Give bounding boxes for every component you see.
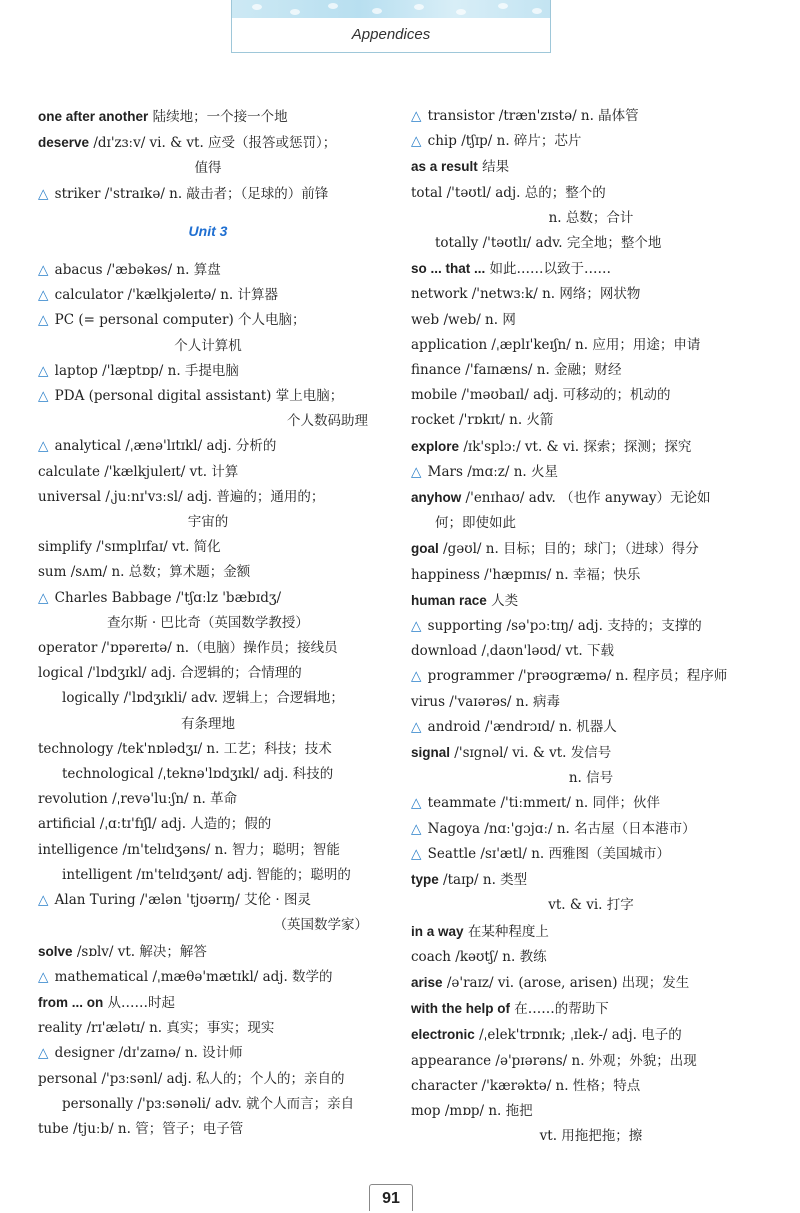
entry-text: technology /tek'nɒlədʒɪ/ n. 工艺；科技；技术 <box>38 740 332 757</box>
entry-text: mobile /'məʊbaɪl/ adj. 可移动的；机动的 <box>411 387 671 404</box>
vocab-entry <box>38 359 378 384</box>
entry-text: totally /'təʊtlɪ/ adv. 完全地；整个地 <box>435 235 662 252</box>
entry-text: appearance /ə'pɪərəns/ n. 外观；外貌；出现 <box>411 1052 697 1069</box>
entry-text: abacus /'æbəkəs/ n. 算盘 <box>50 262 221 279</box>
vocab-entry <box>411 511 771 536</box>
vocab-entry <box>411 639 771 664</box>
entry-text: calculator /'kælkjəleɪtə/ n. 计算器 <box>50 287 278 304</box>
triangle-marker-icon: △ <box>38 438 49 455</box>
entry-text: 宇宙的 <box>187 514 229 531</box>
entry-text: simplify /'sɪmplɪfaɪ/ vt. 简化 <box>38 539 221 556</box>
entry-text: 从……时起 <box>103 994 176 1011</box>
vocab-entry <box>411 867 771 893</box>
vocab-entry <box>38 182 378 207</box>
entry-text: /'sɪgnəl/ vi. & vt. 发信号 <box>450 745 612 762</box>
vocab-entry <box>38 586 378 611</box>
entry-text: mop /mɒp/ n. 拖把 <box>411 1102 533 1119</box>
entry-text: 在……的帮助下 <box>510 1001 609 1018</box>
triangle-marker-icon: △ <box>38 312 49 329</box>
headword: type <box>411 872 439 888</box>
entry-text: transistor /træn'zɪstə/ n. 晶体管 <box>423 108 639 124</box>
vocab-entry <box>38 1117 378 1142</box>
entry-text: laptop /'læptɒp/ n. 手提电脑 <box>50 362 239 379</box>
vocab-entry <box>38 1016 378 1041</box>
vocab-entry <box>38 1092 378 1117</box>
entry-text: android /'ændrɔɪd/ n. 机器人 <box>423 718 617 735</box>
entry-text: supporting /sə'pɔːtɪŋ/ adj. 支持的；支撑的 <box>423 618 702 635</box>
vocab-entry <box>411 1022 771 1048</box>
vocab-entry <box>411 664 771 689</box>
vocab-entry <box>411 104 771 129</box>
entry-text: Charles Babbage /'tʃɑːlz 'bæbɪdʒ/ <box>50 589 282 606</box>
vocab-entry <box>38 308 378 333</box>
vocab-entry <box>38 787 378 812</box>
vocab-entry <box>411 383 771 408</box>
entry-text: teammate /'tiːmmeɪt/ n. 同伴；伙伴 <box>423 795 661 812</box>
vocab-entry <box>38 156 378 181</box>
vocab-entry <box>38 1067 378 1092</box>
entry-text: tube /tjuːb/ n. 管；管子；电子管 <box>38 1120 244 1137</box>
entry-text: 陆续地；一个接一个地 <box>148 109 288 125</box>
triangle-marker-icon: △ <box>38 388 49 405</box>
entry-text: programmer /'prəʊgræmə/ n. 程序员；程序师 <box>423 668 728 685</box>
entry-text: happiness /'hæpɪnɪs/ n. 幸福；快乐 <box>411 566 641 583</box>
triangle-marker-icon: △ <box>38 362 49 379</box>
vocab-entry <box>411 333 771 358</box>
entry-text: virus /'vaɪərəs/ n. 病毒 <box>411 693 561 710</box>
headword: human race <box>411 592 487 608</box>
triangle-marker-icon: △ <box>411 820 422 837</box>
entry-text: /ə'raɪz/ vi. (arose, arisen) 出现；发生 <box>442 974 690 991</box>
entry-text: application /ˌæplɪ'keɪʃn/ n. 应用；用途；申请 <box>411 336 701 353</box>
vocab-entry <box>38 636 378 661</box>
entry-text: /dɪ'zɜːv/ vi. & vt. 应受（报答或惩罚）； <box>89 135 337 152</box>
vocab-entry <box>38 913 378 938</box>
entry-text: /sɒlv/ vt. 解决；解答 <box>72 943 207 960</box>
entry-text: 结果 <box>477 159 510 176</box>
vocab-entry <box>38 334 378 359</box>
appendices-header <box>231 0 551 53</box>
entry-text: intelligence /ɪn'telɪdʒəns/ n. 智力；聪明；智能 <box>38 841 340 858</box>
vocab-entry <box>38 130 378 156</box>
vocab-entry <box>38 712 378 737</box>
vocab-entry <box>411 817 771 842</box>
vocab-entry <box>411 791 771 816</box>
entry-text: finance /'faɪnæns/ n. 金融；财经 <box>411 362 622 379</box>
vocab-entry <box>38 990 378 1016</box>
headword: signal <box>411 745 451 761</box>
entry-text: vt. 用拖把拖；擦 <box>539 1128 643 1145</box>
headword: with the help of <box>411 1001 510 1017</box>
headword: from ... on <box>38 994 104 1010</box>
headword: solve <box>38 943 73 959</box>
entry-text: personal /'pɜːsənl/ adj. 私人的；个人的；亲自的 <box>38 1070 345 1087</box>
headword: goal <box>411 541 439 557</box>
triangle-marker-icon: △ <box>38 968 49 985</box>
entry-text: PC (= personal computer) 个人电脑； <box>50 312 306 329</box>
headword: arise <box>411 974 443 990</box>
vocab-entry <box>411 996 771 1022</box>
vocab-entry <box>411 1074 771 1099</box>
entry-text: 值得 <box>194 160 222 177</box>
vocab-entry <box>411 1124 771 1149</box>
entry-text: universal /ˌjuːnɪ'vɜːsl/ adj. 普遍的；通用的； <box>38 488 325 505</box>
vocab-entry <box>38 283 378 308</box>
vocab-entry <box>38 409 378 434</box>
entry-text: download /ˌdaʊn'ləʊd/ vt. 下载 <box>411 643 614 660</box>
header-title: Appendices <box>351 26 431 43</box>
entry-text: coach /kəʊtʃ/ n. 教练 <box>411 948 547 965</box>
vocab-entry <box>411 893 771 918</box>
entry-text: 如此……以致于…… <box>485 261 612 278</box>
entry-text: /gəʊl/ n. 目标；目的；球门；（进球）得分 <box>438 541 699 558</box>
vocab-entry <box>411 358 771 383</box>
entry-text: sum /sʌm/ n. 总数；算术题；金额 <box>38 564 251 581</box>
entry-text: artificial /ˌɑːtɪ'fɪʃl/ adj. 人造的；假的 <box>38 816 272 833</box>
triangle-marker-icon: △ <box>411 618 422 635</box>
entry-text: Alan Turing /'ælən 'tjʊərɪŋ/ 艾伦 · 图灵 <box>50 892 311 909</box>
headword: explore <box>411 438 460 454</box>
entry-text: web /web/ n. 网 <box>411 311 516 328</box>
vocab-entry <box>411 740 771 766</box>
triangle-marker-icon: △ <box>411 108 422 124</box>
headword: deserve <box>38 135 90 151</box>
vocab-entry <box>411 181 771 206</box>
headword: anyhow <box>411 490 462 506</box>
entry-text: personally /'pɜːsənəli/ adv. 就个人而言；亲自 <box>62 1095 355 1112</box>
entry-text: /ɪk'splɔː/ vt. & vi. 探索；探测；探究 <box>459 438 692 455</box>
headword: one after another <box>38 109 149 124</box>
vocab-entry <box>411 919 771 945</box>
vocab-entry <box>411 1099 771 1124</box>
triangle-marker-icon: △ <box>38 185 49 202</box>
entry-text: Nagoya /nɑː'gɔjɑː/ n. 名古屋（日本港市） <box>423 820 696 837</box>
vocab-entry <box>38 560 378 585</box>
vocabulary-column-right <box>411 104 771 1149</box>
entry-text: n. 信号 <box>568 770 614 787</box>
entry-text: Mars /mɑːz/ n. 火星 <box>423 463 558 480</box>
vocab-entry <box>411 408 771 433</box>
entry-text: 查尔斯 · 巴比奇（英国数学教授） <box>107 614 309 631</box>
vocab-entry <box>411 154 771 180</box>
triangle-marker-icon: △ <box>411 668 422 685</box>
entry-text: total /'təʊtl/ adj. 总的；整个的 <box>411 184 606 201</box>
entry-text: 有条理地 <box>181 715 235 732</box>
entry-text: chip /tʃɪp/ n. 碎片；芯片 <box>423 133 582 150</box>
entry-text: 在某种程度上 <box>463 923 549 940</box>
entry-text: /'enɪhaʊ/ adv. （也作 anyway）无论如 <box>461 490 711 507</box>
vocab-entry <box>38 838 378 863</box>
vocab-entry <box>411 308 771 333</box>
vocab-entry <box>411 614 771 639</box>
headword: so ... that ... <box>411 261 486 277</box>
entry-text: PDA (personal digital assistant) 掌上电脑； <box>50 388 344 405</box>
vocab-entry <box>411 1049 771 1074</box>
vocab-entry <box>411 970 771 996</box>
vocab-entry <box>38 812 378 837</box>
vocab-entry <box>38 762 378 787</box>
entry-text: vt. & vi. 打字 <box>548 897 634 914</box>
entry-text: rocket /'rɒkɪt/ n. 火箭 <box>411 412 554 429</box>
entry-text: operator /'ɒpəreɪtə/ n.（电脑）操作员；接线员 <box>38 640 338 657</box>
vocab-entry <box>411 129 771 154</box>
entry-text: revolution /ˌrevə'luːʃn/ n. 革命 <box>38 791 238 808</box>
entry-text: n. 总数；合计 <box>548 209 634 226</box>
vocab-entry <box>38 384 378 409</box>
entry-text: 何；即使如此 <box>435 515 516 532</box>
triangle-marker-icon: △ <box>411 795 422 812</box>
vocab-entry <box>38 661 378 686</box>
entry-text: mathematical /ˌmæθə'mætɪkl/ adj. 数学的 <box>50 968 333 985</box>
entry-text: calculate /'kælkjuleɪt/ vt. 计算 <box>38 463 239 480</box>
entry-text: technological /ˌteknə'lɒdʒɪkl/ adj. 科技的 <box>62 766 334 783</box>
headword: as a result <box>411 159 478 175</box>
vocab-entry <box>38 535 378 560</box>
entry-text: Seattle /sɪ'ætl/ n. 西雅图（美国城市） <box>423 845 670 862</box>
vocab-entry <box>411 485 771 511</box>
vocab-entry <box>38 888 378 913</box>
entry-text: logical /'lɒdʒɪkl/ adj. 合逻辑的；合情理的 <box>38 665 302 682</box>
entry-text: 人类 <box>486 592 519 609</box>
entry-text: （英国数学家） <box>273 917 368 934</box>
triangle-marker-icon: △ <box>38 1045 49 1062</box>
entry-text: intelligent /ɪn'telɪdʒənt/ adj. 智能的；聪明的 <box>62 866 351 883</box>
entry-text: /ˌelek'trɒnɪk; ˌɪlek-/ adj. 电子的 <box>474 1027 682 1044</box>
triangle-marker-icon: △ <box>38 892 49 909</box>
entry-text: 个人计算机 <box>174 337 242 354</box>
vocab-entry <box>411 766 771 791</box>
vocab-entry <box>411 460 771 485</box>
vocab-entry <box>38 863 378 888</box>
entry-text: /taɪp/ n. 类型 <box>438 872 528 889</box>
vocab-entry <box>411 715 771 740</box>
vocab-entry <box>411 256 771 282</box>
triangle-marker-icon: △ <box>411 845 422 862</box>
entry-text: 个人数码助理 <box>287 413 368 430</box>
triangle-marker-icon: △ <box>411 463 422 480</box>
vocab-entry <box>411 282 771 307</box>
entry-text: striker /'straɪkə/ n. 敲击者；（足球的）前锋 <box>50 185 329 202</box>
vocab-entry <box>38 939 378 965</box>
entry-text: logically /'lɒdʒɪkli/ adv. 逻辑上；合逻辑地； <box>62 690 344 707</box>
triangle-marker-icon: △ <box>411 133 422 150</box>
headword: electronic <box>411 1027 475 1043</box>
triangle-marker-icon: △ <box>38 287 49 304</box>
vocab-entry <box>38 510 378 535</box>
vocab-entry <box>38 611 378 636</box>
vocab-entry <box>411 536 771 562</box>
header-decorative-band <box>232 0 550 18</box>
entry-text: Unit 3 <box>188 222 228 239</box>
headword: in a way <box>411 923 464 939</box>
vocab-entry <box>38 104 378 130</box>
vocab-entry <box>38 434 378 459</box>
triangle-marker-icon: △ <box>38 589 49 606</box>
vocab-entry <box>38 686 378 711</box>
page-number: 91 <box>369 1184 413 1211</box>
vocab-entry <box>411 842 771 867</box>
vocab-entry <box>38 965 378 990</box>
vocabulary-column-left <box>38 104 378 1142</box>
vocab-entry <box>38 1041 378 1066</box>
vocab-entry <box>411 690 771 715</box>
entry-text: character /'kærəktə/ n. 性格；特点 <box>411 1077 641 1094</box>
entry-text: analytical /ˌænə'lɪtɪkl/ adj. 分析的 <box>50 438 277 455</box>
vocab-entry <box>411 588 771 614</box>
triangle-marker-icon: △ <box>411 718 422 735</box>
triangle-marker-icon: △ <box>38 262 49 279</box>
entry-text: designer /dɪ'zaɪnə/ n. 设计师 <box>50 1045 243 1062</box>
vocab-entry <box>38 737 378 762</box>
vocab-entry <box>411 434 771 460</box>
unit-heading <box>38 219 378 244</box>
vocab-entry <box>411 945 771 970</box>
vocab-entry <box>411 563 771 588</box>
vocab-entry <box>38 485 378 510</box>
vocab-entry <box>411 231 771 256</box>
entry-text: network /'netwɜːk/ n. 网络；网状物 <box>411 286 641 303</box>
vocab-entry <box>411 206 771 231</box>
vocab-entry <box>38 258 378 283</box>
vocab-entry <box>38 460 378 485</box>
entry-text: reality /rɪ'ælətɪ/ n. 真实；事实；现实 <box>38 1020 275 1037</box>
